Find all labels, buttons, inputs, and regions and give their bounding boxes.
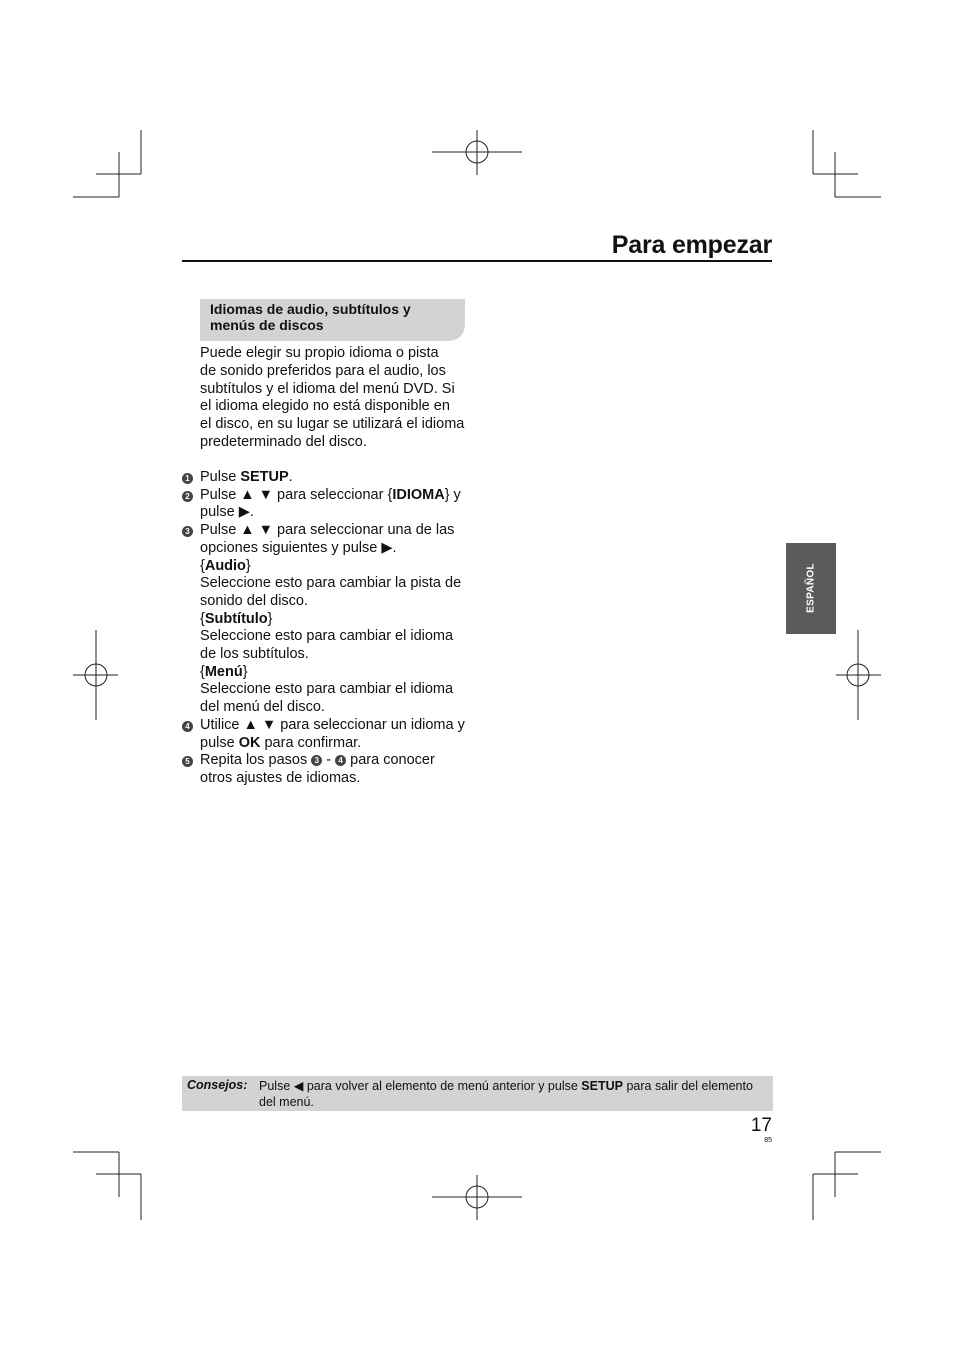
step-text: para conocer — [346, 752, 435, 769]
tips-line: para salir del elemento — [622, 1079, 753, 1093]
step-ref-badge: 4 — [335, 755, 346, 766]
tips-box — [182, 1076, 773, 1111]
option-description: del menú del disco. — [200, 699, 325, 716]
step-number-badge: 1 — [182, 473, 193, 484]
step-4 — [182, 717, 482, 752]
step-text: pulse — [200, 734, 239, 751]
tips-line: del menú. — [259, 1095, 314, 1109]
option-description: Seleccione esto para cambiar el idioma — [200, 628, 454, 645]
option-description: de los subtítulos. — [200, 646, 309, 663]
option-description: sonido del disco. — [200, 592, 309, 609]
page-title: Para empezar — [611, 231, 772, 259]
intro-paragraph — [200, 345, 468, 452]
section-heading-line: Idiomas de audio, subtítulos y — [210, 301, 411, 317]
option-name: Menú — [204, 663, 243, 680]
setup-key-label: SETUP — [581, 1079, 623, 1093]
step-text: } y — [444, 486, 461, 503]
step-text: pulse ▶. — [200, 504, 254, 521]
option-audio-title: {Audio} — [200, 557, 251, 574]
step-text: Pulse ▲ ▼ para seleccionar { — [200, 486, 393, 503]
step-text: - — [322, 752, 336, 769]
step-2 — [182, 487, 482, 522]
intro-line: el idioma elegido no está disponible en — [200, 398, 450, 415]
step-1 — [182, 469, 482, 487]
option-description: Seleccione esto para cambiar la pista de — [200, 575, 462, 592]
section-heading — [200, 299, 465, 341]
intro-line: de sonido preferidos para el audio, los — [200, 362, 446, 379]
option-menu-title: {Menú} — [200, 663, 248, 680]
intro-line: subtítulos y el idioma del menú DVD. Si — [200, 380, 455, 397]
idioma-option-label: IDIOMA — [392, 486, 445, 503]
step-text: Utilice ▲ ▼ para seleccionar un idioma y — [200, 716, 465, 733]
title-rule — [182, 260, 772, 262]
intro-line: predeterminado del disco. — [200, 433, 367, 450]
tips-text — [259, 1078, 771, 1110]
step-text: Pulse ▲ ▼ para seleccionar una de las — [200, 522, 455, 539]
language-side-tab — [786, 543, 836, 634]
tips-label: Consejos: — [187, 1078, 248, 1092]
step-number-badge: 5 — [182, 756, 193, 767]
step-ref-badge: 3 — [311, 755, 322, 766]
side-tab-label: ESPAÑOL — [805, 563, 817, 613]
sub-page-number: 85 — [764, 1137, 772, 1144]
step-text: Pulse — [200, 469, 241, 485]
step-number-badge: 2 — [182, 491, 193, 502]
option-name: Subtítulo — [204, 610, 268, 627]
step-text: otros ajustes de idiomas. — [200, 769, 361, 786]
option-name: Audio — [204, 557, 246, 574]
step-number-badge: 4 — [182, 721, 193, 732]
step-text: . — [288, 469, 293, 485]
step-text: para confirmar. — [260, 734, 362, 751]
step-5 — [182, 752, 482, 787]
step-number-badge: 3 — [182, 526, 193, 537]
ok-key-label: OK — [238, 734, 261, 751]
step-text: Repita los pasos — [200, 752, 312, 769]
tips-line: Pulse ◀ para volver al elemento de menú anterior y pulse — [259, 1079, 582, 1093]
option-description: Seleccione esto para cambiar el idioma — [200, 681, 454, 698]
intro-line: Puede elegir su propio idioma o pista — [200, 345, 439, 361]
intro-line: el disco, en su lugar se utilizará el idioma — [200, 416, 465, 433]
page-number: 17 — [750, 1115, 772, 1136]
steps-list — [182, 469, 482, 788]
option-subtitle-title: {Subtítulo} — [200, 610, 273, 627]
section-heading-line: menús de discos — [210, 317, 324, 333]
setup-key-label: SETUP — [240, 469, 289, 485]
step-text: opciones siguientes y pulse ▶. — [200, 539, 397, 556]
step-3 — [182, 522, 482, 717]
